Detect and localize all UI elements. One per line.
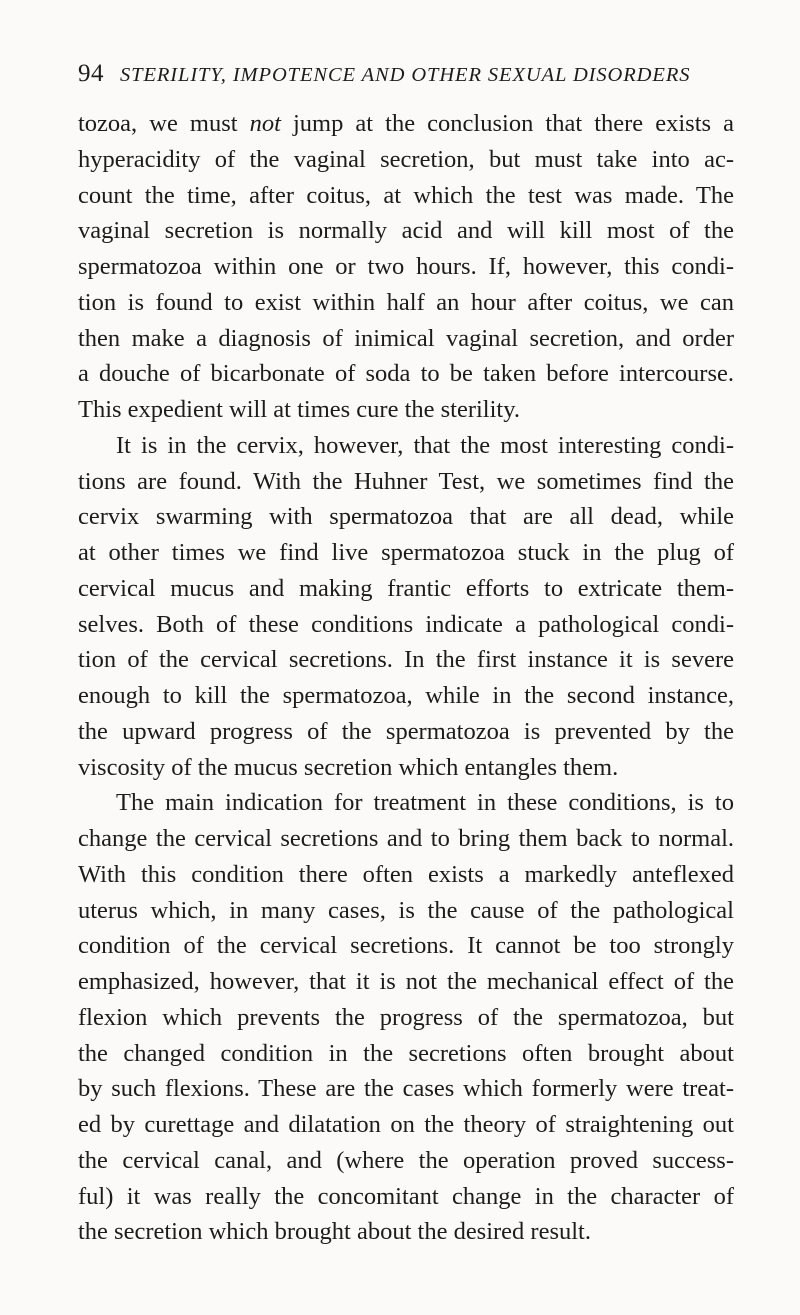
text-line: enough to kill the spermatozoa, while in the second instance, xyxy=(78,682,734,709)
text-line: It is in the cervix, however, that the most interesting condi- xyxy=(116,431,734,459)
text-line: viscosity of the mucus secretion which entangles them. xyxy=(78,753,619,781)
page-number: 94 xyxy=(78,60,104,87)
text-line: the changed condition in the secretions often brought about xyxy=(78,1039,734,1067)
text-line: tion of the cervical secretions. In the first instance it is severe xyxy=(78,646,734,674)
book-title: STERILITY, IMPOTENCE AND OTHER SEXUAL DISORDERS xyxy=(120,64,691,86)
text-line: ful) it was really the concomitant change in the character of xyxy=(78,1182,734,1210)
text-line: tions are found. With the Huhner Test, we sometimes find the xyxy=(78,467,734,495)
paragraph-1 xyxy=(78,106,734,428)
text-line: emphasized, however, that it is not the mechanical effect of the xyxy=(78,968,734,995)
text-line: count the time, after coitus, at which the test was made. The xyxy=(78,181,734,209)
text-line: a douche of bicarbonate of soda to be taken before intercourse. xyxy=(78,360,734,388)
text-line xyxy=(78,106,734,142)
text-line: by such flexions. These are the cases which formerly were treat- xyxy=(78,1075,734,1103)
text-line: at other times we find live spermatozoa stuck in the plug of xyxy=(78,539,734,566)
text-line: uterus which, in many cases, is the cause of the pathological xyxy=(78,896,734,924)
text-line: vaginal secretion is normally acid and will kill most of the xyxy=(78,217,734,245)
text-line: spermatozoa within one or two hours. If, however, this condi- xyxy=(78,253,734,280)
text-line: cervix swarming with spermatozoa that are all dead, while xyxy=(78,503,734,531)
text-line: tion is found to exist within half an hour after coitus, we can xyxy=(78,288,734,316)
text-line: change the cervical secretions and to bring them back to normal. xyxy=(78,825,734,852)
text-run: tozoa, we must xyxy=(78,110,250,137)
text-line: ed by curettage and dilatation on the theory of straightening out xyxy=(78,1111,734,1138)
text-line: condition of the cervical secretions. It cannot be too strongly xyxy=(78,932,734,960)
paragraph-2 xyxy=(78,428,734,786)
text-line: hyperacidity of the vaginal secretion, but must take into ac- xyxy=(78,145,734,173)
paragraph-3 xyxy=(78,785,734,1250)
text-line: cervical mucus and making frantic efforts to extricate them- xyxy=(78,574,734,602)
text-run: jump at the conclusion that there exists a xyxy=(280,110,734,137)
text-line: The main indication for treatment in these conditions, is to xyxy=(116,789,734,817)
body-text xyxy=(78,106,734,1250)
emphasis-not: not xyxy=(249,110,281,137)
text-line: flexion which prevents the progress of the spermatozoa, but xyxy=(78,1003,734,1031)
text-line: selves. Both of these conditions indicate a pathological condi- xyxy=(78,610,734,638)
text-line: the secretion which brought about the desired result. xyxy=(78,1218,591,1246)
text-line: This expedient will at times cure the sterility. xyxy=(78,396,521,423)
text-line: With this condition there often exists a markedly anteflexed xyxy=(78,860,734,888)
text-line: then make a diagnosis of inimical vaginal secretion, and order xyxy=(78,324,734,352)
text-line: the cervical canal, and (where the operation proved success- xyxy=(78,1146,734,1174)
running-head xyxy=(78,60,718,92)
text-line: the upward progress of the spermatozoa is prevented by the xyxy=(78,717,734,745)
